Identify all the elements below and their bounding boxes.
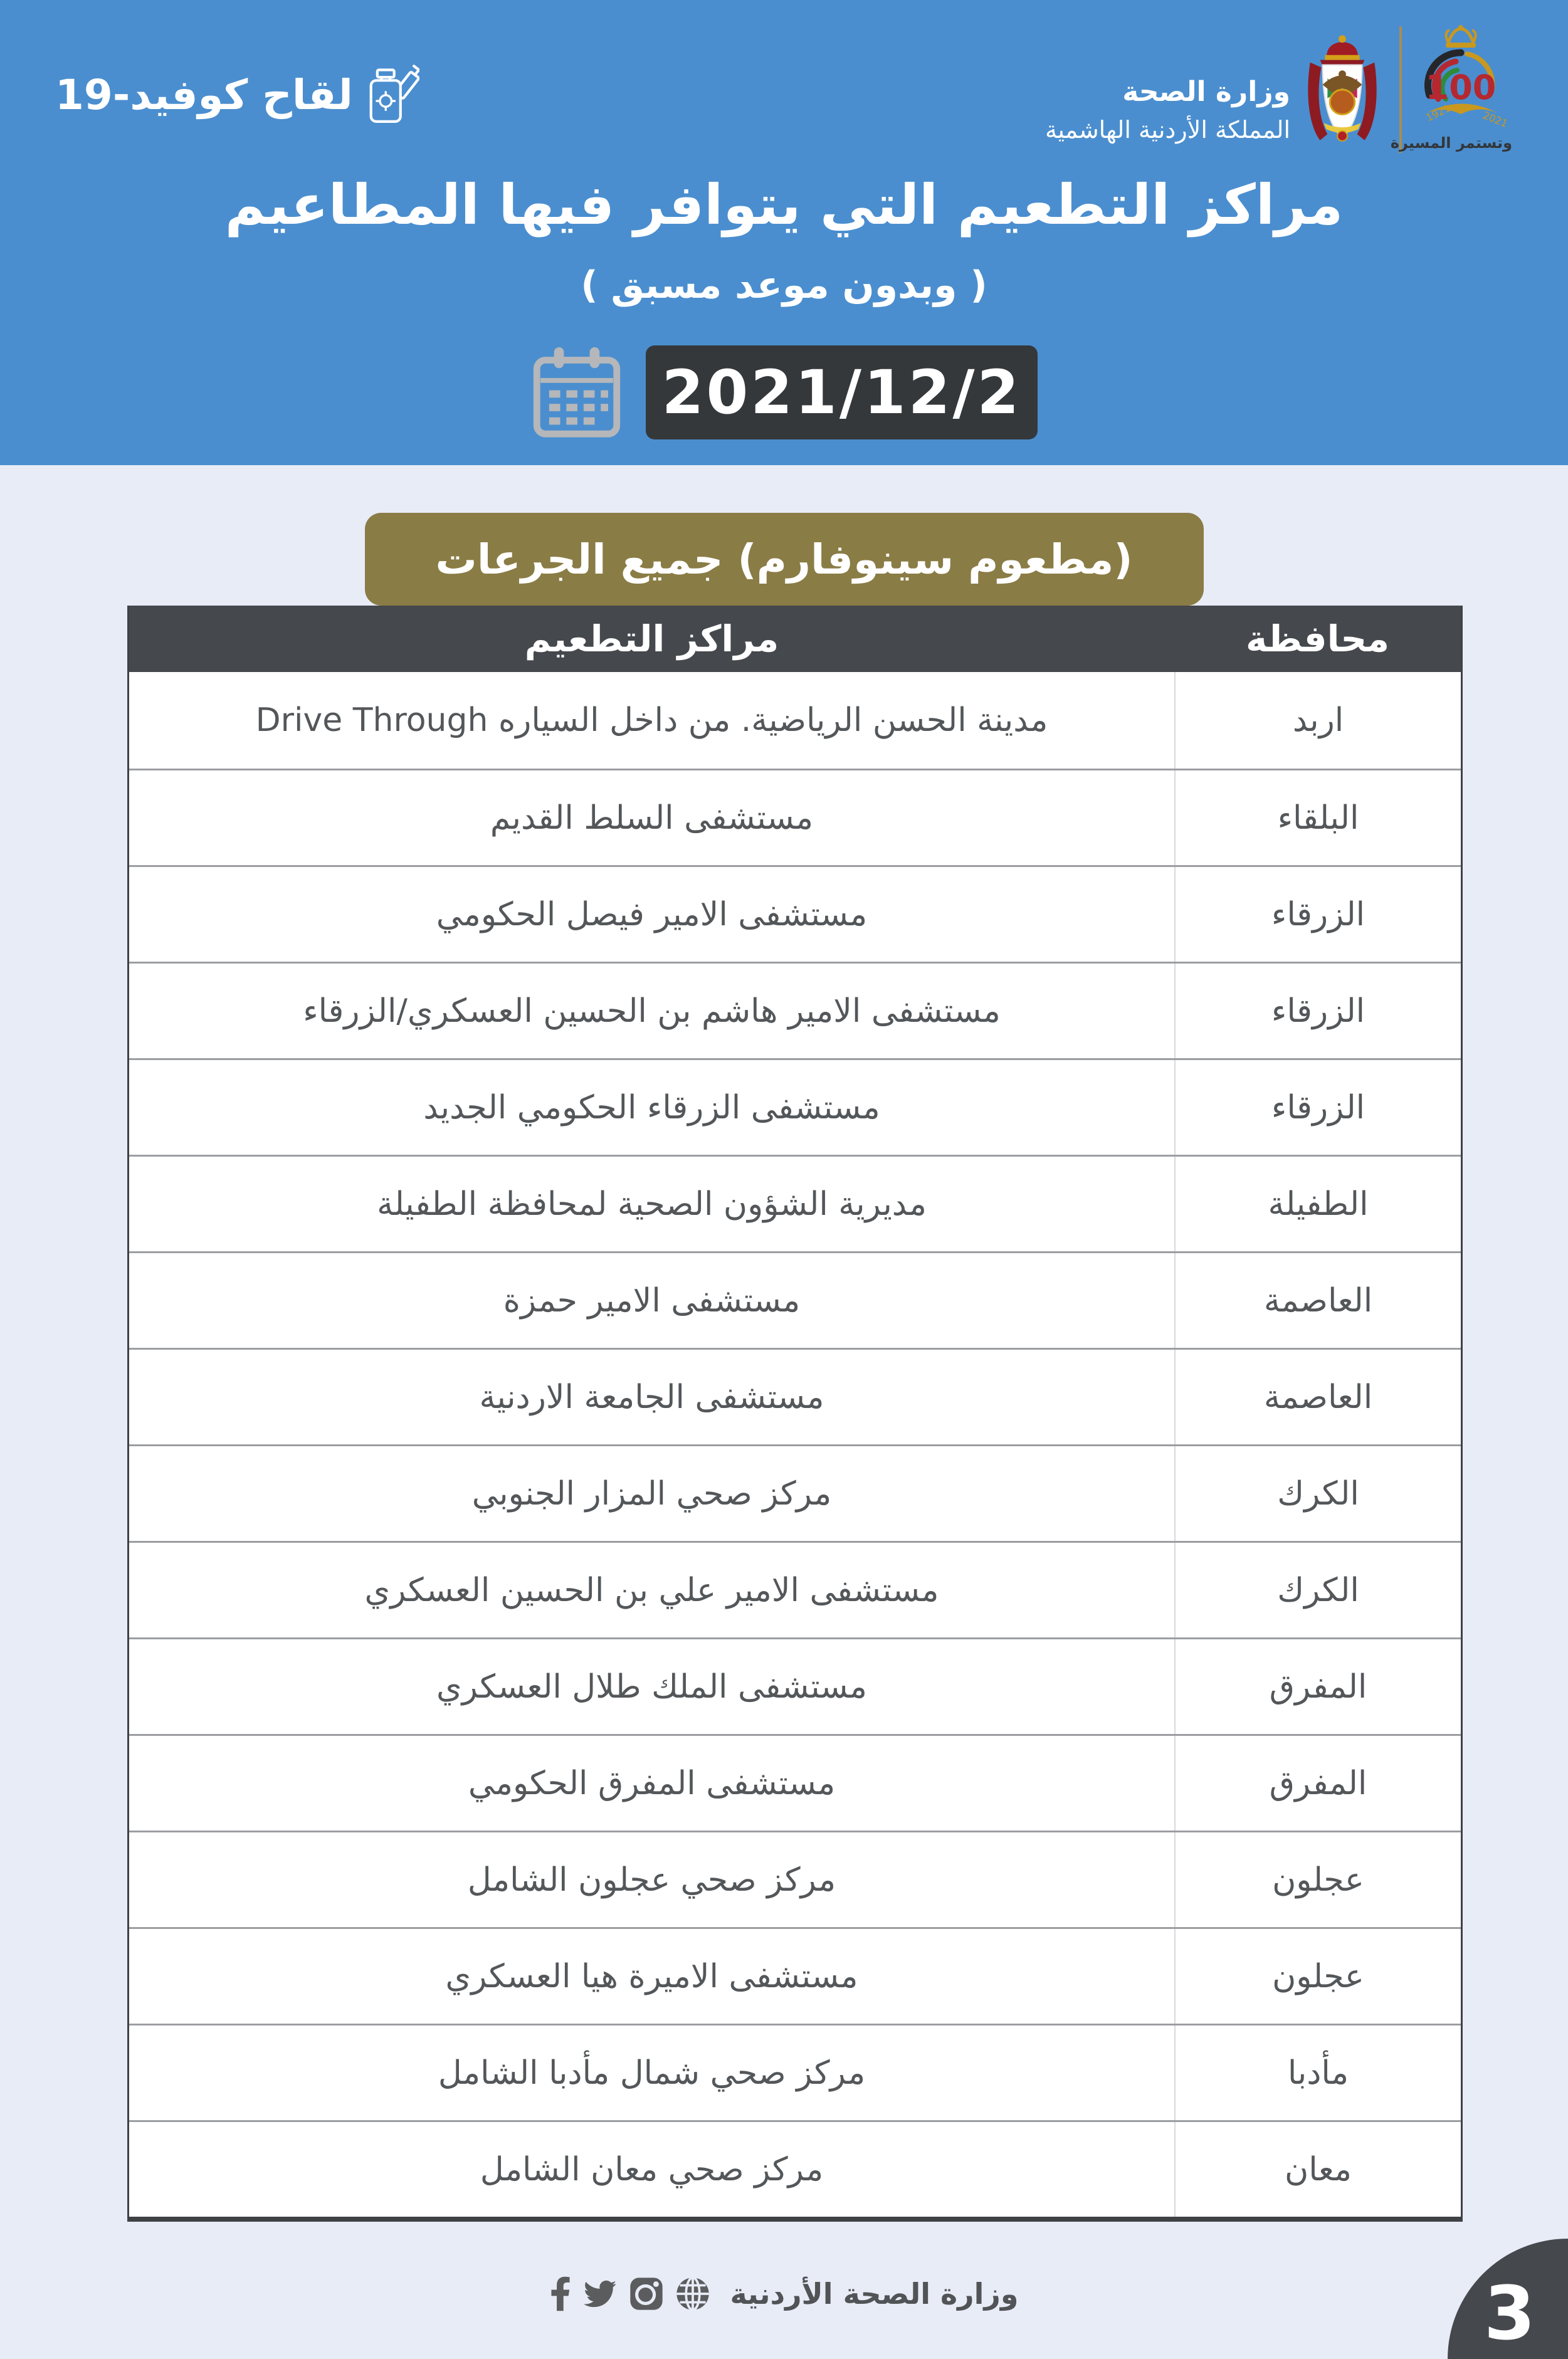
center-cell: مدينة الحسن الرياضية. من داخل السياره Drive Through xyxy=(255,701,1048,739)
governorate-cell: اربد xyxy=(1174,672,1461,769)
table-row xyxy=(129,1541,1461,1637)
center-cell: مركز صحي معان الشامل xyxy=(480,2150,824,2188)
vaccination-centers-table xyxy=(127,606,1463,2222)
covid-vaccine-label xyxy=(55,58,419,132)
center-cell: مستشفى الزرقاء الحكومي الجديد xyxy=(423,1088,880,1127)
center-cell: مستشفى السلط القديم xyxy=(490,799,814,837)
table-row xyxy=(129,1348,1461,1444)
vaccine-vial-syringe-icon xyxy=(367,58,419,132)
header-banner xyxy=(0,0,1568,465)
governorate-cell: الزرقاء xyxy=(1174,867,1461,962)
center-cell: مركز صحي عجلون الشامل xyxy=(467,1861,836,1899)
date-badge: 2021/12/2 xyxy=(646,345,1038,439)
center-cell: مستشفى الجامعة الاردنية xyxy=(479,1378,824,1416)
center-cell: مستشفى الاميرة هيا العسكري xyxy=(445,1957,858,1995)
center-cell: مستشفى الملك طلال العسكري xyxy=(436,1668,868,1706)
center-cell: مستشفى الامير هاشم بن الحسين العسكري/الزرقاء xyxy=(303,992,1001,1030)
governorate-cell: الزرقاء xyxy=(1174,964,1461,1058)
column-header-centers: مراكز التطعيم xyxy=(524,617,779,660)
center-cell: مستشفى المفرق الحكومي xyxy=(468,1764,836,1802)
page-number-corner xyxy=(1448,2239,1568,2359)
governorate-cell: الطفيلة xyxy=(1174,1157,1461,1251)
table-row xyxy=(129,865,1461,962)
governorate-cell: المفرق xyxy=(1174,1639,1461,1734)
facebook-icon[interactable] xyxy=(550,2276,571,2311)
vaccine-type-badge: (مطعوم سينوفارم) جميع الجرعات xyxy=(365,513,1204,606)
centennial-slogan: وتستمر المسيرة xyxy=(1390,134,1512,152)
governorate-cell: العاصمة xyxy=(1174,1253,1461,1348)
governorate-cell: العاصمة xyxy=(1174,1350,1461,1444)
center-cell: مديرية الشؤون الصحية لمحافظة الطفيلة xyxy=(377,1185,927,1223)
governorate-cell: مأدبا xyxy=(1174,2025,1461,2120)
table-header-row xyxy=(129,606,1461,672)
center-cell: مركز صحي المزار الجنوبي xyxy=(471,1474,832,1513)
table-row xyxy=(129,672,1461,769)
globe-icon[interactable] xyxy=(675,2276,710,2311)
centennial-logo xyxy=(1390,23,1512,152)
page-subtitle: ( وبدون موعد مسبق ) xyxy=(581,263,987,307)
column-header-governorate: محافظة xyxy=(1245,617,1390,660)
table-row xyxy=(129,1927,1461,2024)
calendar-icon xyxy=(530,345,623,440)
footer xyxy=(0,2273,1568,2314)
table-row xyxy=(129,1155,1461,1251)
ministry-block xyxy=(1045,74,1290,149)
table-row xyxy=(129,1058,1461,1155)
covid-label-text: لقاح كوفيد-19 xyxy=(55,70,353,119)
table-row xyxy=(129,769,1461,865)
table-row xyxy=(129,1734,1461,1831)
governorate-cell: الكرك xyxy=(1174,1446,1461,1541)
page-number: 3 xyxy=(1483,2270,1535,2356)
centennial-number: 100 xyxy=(1425,68,1497,107)
governorate-cell: البلقاء xyxy=(1174,770,1461,865)
centennial-year-end: 2021 xyxy=(1481,109,1510,130)
table-row xyxy=(129,1831,1461,1927)
table-row xyxy=(129,2024,1461,2120)
table-row xyxy=(129,2120,1461,2217)
kingdom-name: المملكة الأردنية الهاشمية xyxy=(1045,116,1290,144)
governorate-cell: عجلون xyxy=(1174,1929,1461,2024)
center-cell: مستشفى الامير حمزة xyxy=(503,1281,801,1320)
twitter-icon[interactable] xyxy=(582,2278,618,2310)
center-cell: مركز صحي شمال مأدبا الشامل xyxy=(438,2054,866,2092)
governorate-cell: الزرقاء xyxy=(1174,1060,1461,1155)
center-cell: مستشفى الامير علي بن الحسين العسكري xyxy=(364,1571,939,1609)
footer-ministry-label: وزارة الصحة الأردنية xyxy=(730,2277,1019,2311)
governorate-cell: عجلون xyxy=(1174,1832,1461,1927)
governorate-cell: معان xyxy=(1174,2122,1461,2217)
table-row xyxy=(129,1251,1461,1348)
table-row xyxy=(129,1637,1461,1734)
table-row xyxy=(129,1444,1461,1541)
table-row xyxy=(129,962,1461,1058)
governorate-cell: الكرك xyxy=(1174,1543,1461,1637)
date-row xyxy=(0,345,1568,440)
center-cell: مستشفى الامير فيصل الحكومي xyxy=(436,895,868,933)
page-title: مراكز التطعيم التي يتوافر فيها المطاعيم xyxy=(224,172,1344,237)
centennial-year-start: 1921 xyxy=(1424,102,1453,124)
jordan-coat-of-arms xyxy=(1299,33,1386,144)
instagram-icon[interactable] xyxy=(629,2276,664,2311)
centennial-100-icon xyxy=(1409,23,1512,130)
governorate-cell: المفرق xyxy=(1174,1736,1461,1831)
ministry-name: وزارة الصحة xyxy=(1122,76,1290,108)
